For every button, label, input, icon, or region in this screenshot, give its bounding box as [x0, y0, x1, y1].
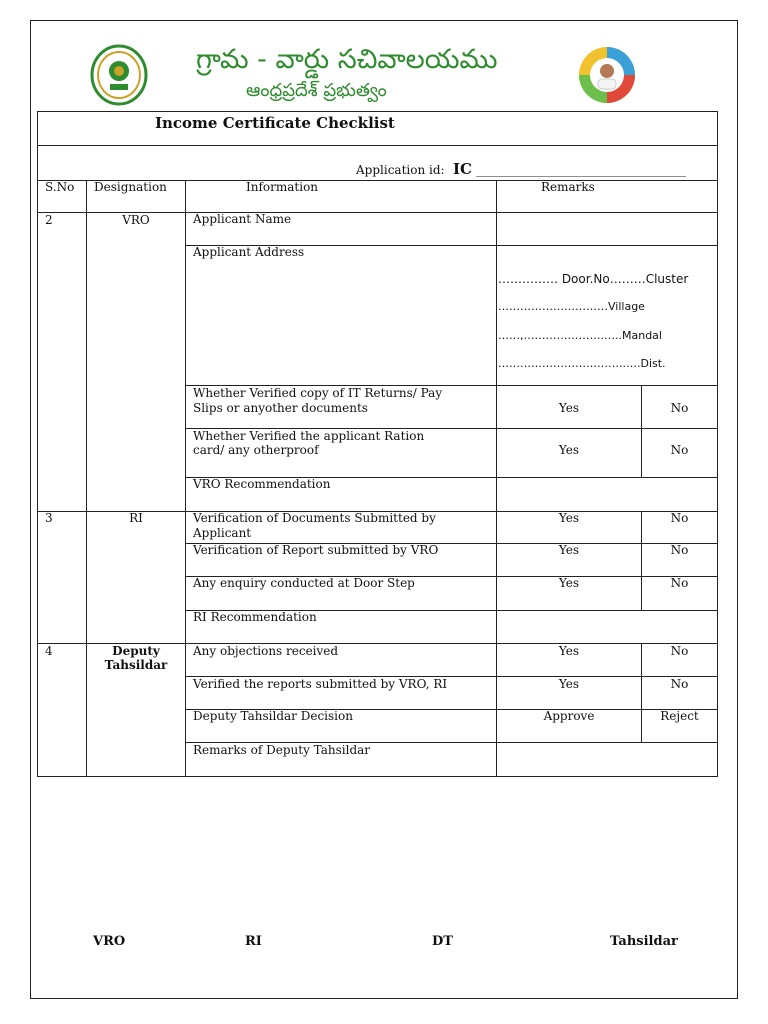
applicant-name-remark-field[interactable] — [496, 212, 718, 246]
dt-designation-line2: Tahsildar — [104, 658, 168, 672]
verif-report-yes[interactable]: Yes — [558, 543, 580, 557]
dt-remarks-field[interactable] — [496, 742, 718, 777]
ri-designation: RI — [129, 511, 143, 525]
dt-remarks-label: Remarks of Deputy Tahsildar — [193, 743, 371, 757]
objections-yes[interactable]: Yes — [558, 644, 580, 658]
it-returns-label-line2: Slips or anyother documents — [193, 401, 368, 415]
ri-recommendation-field[interactable] — [496, 610, 718, 644]
it-returns-label-line1: Whether Verified copy of IT Returns/ Pay — [193, 386, 443, 400]
application-id-prefix: IC — [453, 160, 472, 178]
header-title-telugu: గ్రామ - వార్డు సచివాలయము — [196, 44, 498, 75]
ration-label-line2: card/ any otherproof — [193, 443, 319, 457]
column-header-sno: S.No — [45, 180, 75, 194]
enquiry-yes[interactable]: Yes — [558, 576, 580, 590]
verified-reports-label: Verified the reports submitted by VRO, RI — [193, 677, 448, 691]
verif-report-label: Verification of Report submitted by VRO — [193, 543, 439, 557]
column-header-remarks: Remarks — [541, 180, 595, 194]
column-header-information: Information — [246, 180, 319, 194]
vro-recommendation-label: VRO Recommendation — [193, 477, 331, 491]
signature-vro: VRO — [93, 934, 126, 949]
verif-docs-label-line2: Applicant — [193, 526, 252, 540]
it-returns-no[interactable]: No — [670, 401, 689, 415]
verif-docs-yes[interactable]: Yes — [558, 511, 580, 525]
header-cell-remarks — [496, 180, 718, 213]
signature-dt: DT — [432, 934, 453, 949]
ri-sno: 3 — [45, 511, 53, 525]
ration-no[interactable]: No — [670, 443, 689, 457]
ap-emblem-icon — [90, 44, 148, 106]
ration-yes[interactable]: Yes — [558, 443, 580, 457]
address-line-door: …………… Door.No………Cluster — [498, 272, 689, 286]
enquiry-no[interactable]: No — [670, 576, 689, 590]
ri-designation-cell — [86, 511, 186, 644]
ri-sno-cell — [37, 511, 87, 644]
applicant-address-label: Applicant Address — [193, 245, 305, 259]
dt-decision-label: Deputy Tahsildar Decision — [193, 709, 353, 723]
dt-sno-cell — [37, 643, 87, 777]
header — [86, 42, 686, 114]
enquiry-label: Any enquiry conducted at Door Step — [193, 576, 415, 590]
row-applicant-address — [185, 245, 497, 386]
vro-sno-cell — [37, 212, 87, 512]
ration-label-line1: Whether Verified the applicant Ration — [193, 429, 425, 443]
address-line-mandal: ……,………………….…..Mandal — [498, 329, 662, 342]
verified-reports-yes[interactable]: Yes — [558, 677, 580, 691]
verified-reports-no[interactable]: No — [670, 677, 689, 691]
form-title: Income Certificate Checklist — [155, 114, 395, 132]
dt-designation-line1: Deputy — [112, 644, 160, 658]
vro-sno: 2 — [45, 213, 53, 227]
objections-no[interactable]: No — [670, 644, 689, 658]
column-header-designation: Designation — [94, 180, 167, 194]
header-subtitle-telugu: ఆంధ్రప్రదేశ్ ప్రభుత్వం — [246, 80, 387, 101]
objections-label: Any objections received — [193, 644, 339, 658]
ri-recommendation-label: RI Recommendation — [193, 610, 317, 624]
signature-tahsildar: Tahsildar — [610, 934, 678, 949]
vro-designation: VRO — [122, 213, 150, 227]
verif-docs-label-line1: Verification of Documents Submitted by — [193, 511, 436, 525]
verif-report-no[interactable]: No — [670, 543, 689, 557]
address-line-dist: ……………………………..….Dist. — [498, 357, 666, 370]
navaratnalu-logo-icon — [578, 46, 636, 104]
it-returns-yes[interactable]: Yes — [558, 401, 580, 415]
applicant-name-label: Applicant Name — [193, 212, 292, 226]
address-line-village: …………………………Village — [498, 300, 645, 313]
approve-option[interactable]: Approve — [543, 709, 595, 723]
dt-sno: 4 — [45, 644, 53, 658]
vro-recommendation-field[interactable] — [496, 477, 718, 512]
vro-designation-cell — [86, 212, 186, 512]
reject-option[interactable]: Reject — [660, 709, 699, 723]
application-id-label: Application id: — [356, 163, 445, 177]
application-id-input[interactable]: ___________________________________ — [476, 163, 686, 177]
header-cell-information — [185, 180, 497, 213]
signature-ri: RI — [245, 934, 262, 949]
verif-docs-no[interactable]: No — [670, 511, 689, 525]
